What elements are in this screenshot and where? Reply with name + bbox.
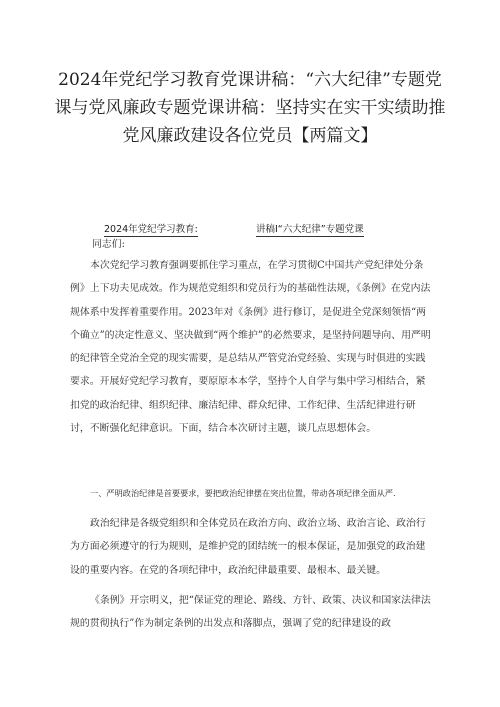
inner-header-right: 讲稿I“六大纪律”专题党课 [256, 221, 364, 237]
title-line-1: 2024年党纪学习教育党课讲稿：“六大纪律”专题党 [58, 70, 442, 90]
greeting: 同志们: [92, 239, 125, 250]
paragraph-2: 政治纪律是各级党组织和全体党员在政治方向、政治立场、政治言论、政治行为方面必须遵守的行为规则，是维护党的团结统一的根本保证，是加强党的政治建设的重要内容。在党的各项纪律中，政治纪律最重要、最根本、最关键。 [70, 518, 426, 576]
inner-header-left: 2024年党纪学习教育: [104, 221, 198, 237]
paragraph-3: 《条例》开宗明义，把“保证党的理论、路线、方针、政策、决议和国家法律法规的贯彻执行”作为制定条例的出发点和落脚点，强调了党的纪律建设的政 [70, 595, 431, 630]
title-line-3: 党风廉政建设各位党员【两篇文】 [122, 126, 378, 146]
title-line-2: 课与党风廉政专题党课讲稿：坚持实在实干实绩助推 [54, 98, 446, 118]
section-heading-1: 一、严明政治纪律是首要要求，要把政治纪律摆在突出位置，带动各项纪律全面从严. [90, 488, 396, 498]
document-title [50, 66, 450, 150]
inner-header [104, 221, 404, 237]
paragraph-1: 本次党纪学习教育强调要抓住学习重点，在学习贯彻C中国共产党纪律处分条例》上下功夫见成效。作为规范党组织和党员行为的基础性法规，《条例》在党内法规体系中发挥着重要作用。2023年对《条例》进行修订，是促进全党深刻领悟“两个确立”的决定性意义、坚决做到“两个维护”的必然要求，是坚持问题导向、用严明的纪律管全党治全党的现实需要，是总结从严管党治党经验、实现与时俱进的实践要求。开展好党纪学习教育，要原原本本学，坚持个人自学与集中学习相结合，紧扣党的政治纪律、组织纪律、廉洁纪律、群众纪律、工作纪律、生活纪律进行研讨，不断强化纪律意识。下面，结合本次研讨主题，谈几点思想体会。 [70, 260, 431, 435]
